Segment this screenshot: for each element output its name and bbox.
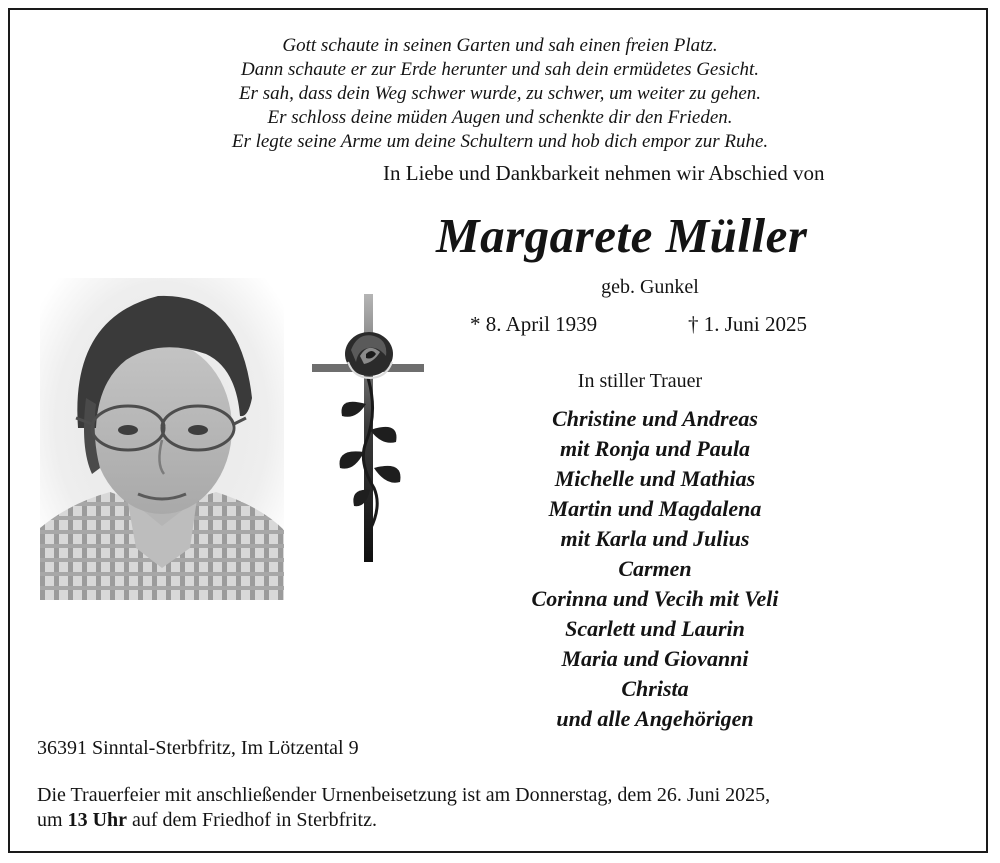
silent-mourning-label: In stiller Trauer [577,370,703,392]
mourner-line: Christa [621,676,689,701]
mourner-line: Corinna und Vecih mit Veli [531,586,779,611]
notice-suffix: auf dem Friedhof in Sterbfritz. [127,809,377,831]
mourner-line: mit Ronja und Paula [559,436,751,461]
family-address: 36391 Sinntal-Sterbfritz, Im Lötzental 9 [37,737,359,759]
notice-line-2 [37,808,977,833]
funeral-time: 13 Uhr [67,809,128,831]
farewell-intro: In Liebe und Dankbarkeit nehmen wir Abschied von [383,161,825,185]
mourner-line: Christine und Andreas [552,406,758,431]
mourner-line: und alle Angehörigen [556,706,754,731]
deceased-name: Margarete Müller [436,208,808,263]
mourner-line: Carmen [618,556,692,581]
notice-line-1: Die Trauerfeier mit anschließender Urnenbeisetzung ist am Donnerstag, dem 26. Juni 2025, [37,784,771,806]
mourner-line: Martin und Magdalena [548,496,762,521]
mourner-line: mit Karla und Julius [560,526,750,551]
poem-line: Er schloss deine müden Augen und schenkte dir den Frieden. [267,107,733,128]
poem-line: Gott schaute in seinen Garten und sah einen freien Platz. [282,35,718,56]
poem [0,34,1000,154]
mourner-line: Maria und Giovanni [561,646,749,671]
poem-line: Er legte seine Arme um deine Schultern und hob dich empor zur Ruhe. [231,131,769,152]
mourners-list [455,404,855,734]
poem-line: Er sah, dass dein Weg schwer wurde, zu schwer, um weiter zu gehen. [238,83,762,104]
poem-line: Dann schaute er zur Erde herunter und sah dein ermüdetes Gesicht. [240,59,760,80]
mourner-line: Scarlett und Laurin [565,616,745,641]
born-name: geb. Gunkel [601,276,699,298]
funeral-notice [37,783,977,833]
portrait-photo [40,278,284,600]
mourner-line: Michelle und Mathias [554,466,756,491]
cross-with-rose-icon [308,292,428,564]
birth-date: * 8. April 1939 [470,312,598,336]
notice-prefix: um [37,809,68,831]
death-date: † 1. Juni 2025 [688,312,808,336]
